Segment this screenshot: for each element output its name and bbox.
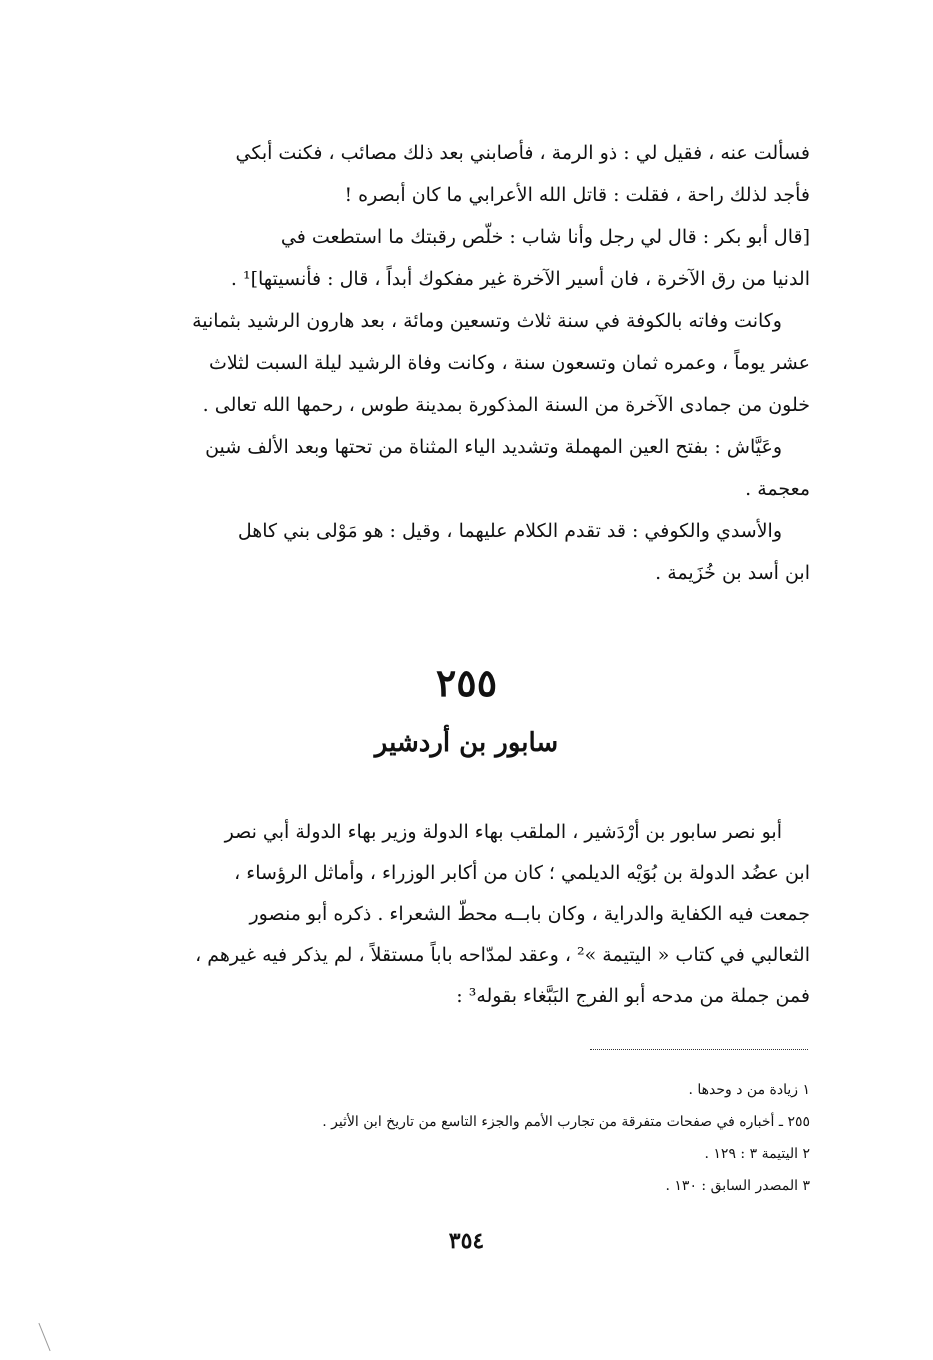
footnote-divider — [590, 1049, 808, 1050]
text-line: معجمة . — [745, 478, 810, 500]
entry-number: ٢٥٥ — [435, 660, 498, 705]
text-line: فسألت عنه ، فقيل لي : ذو الرمة ، فأصابني بعد ذلك مصائب ، فكنت أبكي — [235, 142, 810, 164]
text-line: وعَيَّاش : بفتح العين المهملة وتشديد الياء المثناة من تحتها وبعد الألف شين — [205, 436, 782, 458]
text-line: ابن عضُد الدولة بن بُوَيْه الديلمي ؛ كان من أكابر الوزراء ، وأماثل الرؤساء ، — [234, 862, 810, 884]
continued-entry-text — [108, 132, 810, 594]
text-line: خلون من جمادى الآخرة من السنة المذكورة بمدينة طوس ، رحمها الله تعالى . — [202, 394, 810, 416]
page-number: ٣٥٤ — [448, 1228, 485, 1254]
footnote: ١ زيادة من د وحدها . — [688, 1082, 810, 1098]
text-line: الثعالبي في كتاب « اليتيمة »² ، وعقد لمدّاحه باباً مستقلاً ، لم يذكر فيه غيرهم ، — [195, 944, 810, 966]
text-line: والأسدي والكوفي : قد تقدم الكلام عليهما ، وقيل : هو مَوْلى بني كاهل — [237, 520, 782, 542]
footnotes — [150, 1074, 810, 1202]
footnote: ٢٥٥ ـ أخباره في صفحات متفرقة من تجارب الأمم والجزء التاسع من تاريخ ابن الأثير . — [322, 1114, 810, 1130]
text-line: عشر يوماً ، وعمره ثمان وتسعون سنة ، وكانت وفاة الرشيد ليلة السبت لثلاث — [208, 352, 810, 374]
footnote: ٣ المصدر السابق : ١٣٠ . — [665, 1178, 810, 1194]
text-line: أبو نصر سابور بن أرْدَشير ، الملقب بهاء الدولة وزير بهاء الدولة أبي نصر — [224, 821, 782, 843]
text-line: ابن أسد بن خُزَيمة . — [655, 562, 810, 584]
text-line: فمن جملة من مدحه أبو الفرج البَبَّغاء بقوله³ : — [456, 985, 810, 1007]
text-line: جمعت فيه الكفاية والدراية ، وكان بابــه محطّ الشعراء . ذكره أبو منصور — [249, 903, 810, 925]
text-line: [قال أبو بكر : قال لي رجل وأنا شاب : خلّص رقبتك ما استطعت في — [280, 226, 810, 248]
text-line: فأجد لذلك راحة ، فقلت : قاتل الله الأعرابي ما كان أبصره ! — [344, 184, 810, 206]
entry-title: سابور بن أردشير — [374, 728, 559, 758]
text-line: الدنيا من رق الآخرة ، فان أسير الآخرة غير مفكوك أبداً ، قال : فأنسيتها]¹ . — [230, 268, 810, 290]
footnote: ٢ اليتيمة ٣ : ١٢٩ . — [704, 1146, 810, 1162]
scan-artifact — [38, 1323, 50, 1351]
biography-text — [108, 812, 810, 1017]
text-line: وكانت وفاته بالكوفة في سنة ثلاث وتسعين ومائة ، بعد هارون الرشيد بثمانية — [192, 310, 782, 332]
